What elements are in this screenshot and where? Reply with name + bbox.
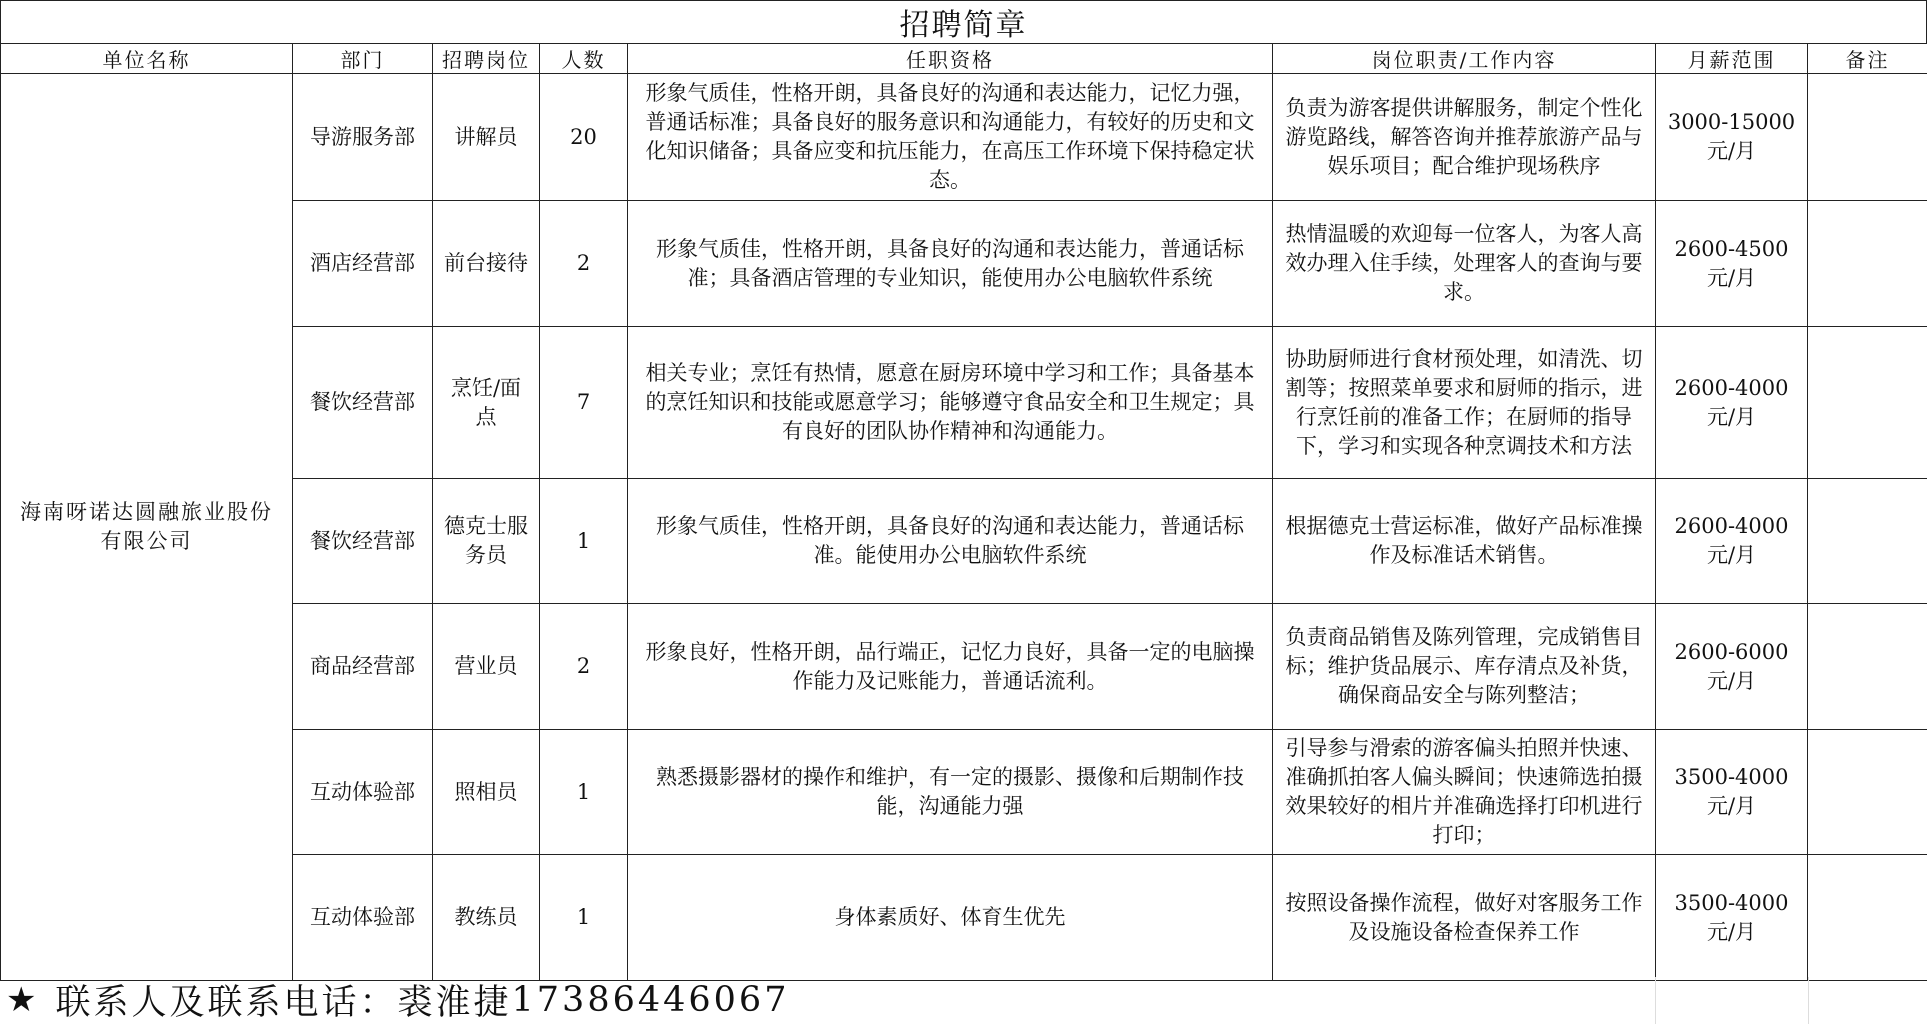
- qualification-cell: 身体素质好、体育生优先: [628, 855, 1273, 981]
- page-title: 招聘简章: [0, 0, 1927, 44]
- contact-label: 联系人及联系电话：: [55, 975, 397, 1025]
- duty-cell: 负责商品销售及陈列管理，完成销售目标；维护货品展示、库存清点及补货，确保商品安全与陈列整洁；: [1273, 604, 1656, 730]
- position-cell: 烹饪/面点: [433, 327, 540, 479]
- salary-cell: 2600-4000元/月: [1656, 479, 1808, 604]
- header-duty: 岗位职责/工作内容: [1273, 44, 1656, 74]
- position-cell: 德克士服务员: [433, 479, 540, 604]
- salary-cell: 3500-4000元/月: [1656, 855, 1808, 981]
- duty-cell: 根据德克士营运标准，做好产品标准操作及标准话术销售。: [1273, 479, 1656, 604]
- position-cell: 照相员: [433, 730, 540, 855]
- position-cell: 营业员: [433, 604, 540, 730]
- header-company: 单位名称: [1, 44, 293, 74]
- note-cell: [1808, 479, 1927, 604]
- dept-cell: 商品经营部: [293, 604, 433, 730]
- position-cell: 教练员: [433, 855, 540, 981]
- footer-divider: [1808, 977, 1809, 1024]
- qualification-cell: 形象气质佳，性格开朗，具备良好的沟通和表达能力，普通话标准；具备酒店管理的专业知识，能使用办公电脑软件系统: [628, 201, 1273, 327]
- contact-phone: 17386446067: [512, 980, 790, 1020]
- qualification-cell: 相关专业；烹饪有热情，愿意在厨房环境中学习和工作；具备基本的烹饪知识和技能或愿意学习；能够遵守食品安全和卫生规定；具有良好的团队协作精神和沟通能力。: [628, 327, 1273, 479]
- header-position: 招聘岗位: [433, 44, 540, 74]
- dept-cell: 互动体验部: [293, 730, 433, 855]
- star-icon: ★: [6, 980, 39, 1020]
- duty-cell: 协助厨师进行食材预处理，如清洗、切割等；按照菜单要求和厨师的指示，进行烹饪前的准备工作；在厨师的指导下，学习和实现各种烹调技术和方法: [1273, 327, 1656, 479]
- qualification-cell: 形象气质佳，性格开朗，具备良好的沟通和表达能力，普通话标准。能使用办公电脑软件系统: [628, 479, 1273, 604]
- header-note: 备注: [1808, 44, 1927, 74]
- recruitment-table: [0, 43, 1927, 981]
- dept-cell: 餐饮经营部: [293, 479, 433, 604]
- dept-cell: 导游服务部: [293, 74, 433, 201]
- salary-cell: 2600-4000元/月: [1656, 327, 1808, 479]
- salary-cell: 2600-6000元/月: [1656, 604, 1808, 730]
- duty-cell: 负责为游客提供讲解服务，制定个性化游览路线，解答咨询并推荐旅游产品与娱乐项目；配合维护现场秩序: [1273, 74, 1656, 201]
- table-row: [1, 74, 1927, 201]
- count-cell: 20: [540, 74, 628, 201]
- contact-line: [6, 977, 789, 1023]
- note-cell: [1808, 604, 1927, 730]
- count-cell: 7: [540, 327, 628, 479]
- count-cell: 1: [540, 479, 628, 604]
- count-cell: 2: [540, 604, 628, 730]
- count-cell: 1: [540, 730, 628, 855]
- header-count: 人数: [540, 44, 628, 74]
- dept-cell: 酒店经营部: [293, 201, 433, 327]
- header-dept: 部门: [293, 44, 433, 74]
- duty-cell: 热情温暖的欢迎每一位客人，为客人高效办理入住手续，处理客人的查询与要求。: [1273, 201, 1656, 327]
- header-row: [1, 44, 1927, 74]
- position-cell: 前台接待: [433, 201, 540, 327]
- qualification-cell: 形象气质佳，性格开朗，具备良好的沟通和表达能力，记忆力强，普通话标准；具备良好的服务意识和沟通能力，有较好的历史和文化知识储备；具备应变和抗压能力，在高压工作环境下保持稳定状态。: [628, 74, 1273, 201]
- contact-name: 裘淮捷: [398, 975, 512, 1025]
- duty-cell: 按照设备操作流程，做好对客服务工作及设施设备检查保养工作: [1273, 855, 1656, 981]
- dept-cell: 互动体验部: [293, 855, 433, 981]
- note-cell: [1808, 730, 1927, 855]
- note-cell: [1808, 855, 1927, 981]
- salary-cell: 3000-15000元/月: [1656, 74, 1808, 201]
- note-cell: [1808, 74, 1927, 201]
- header-salary: 月薪范围: [1656, 44, 1808, 74]
- header-qualification: 任职资格: [628, 44, 1273, 74]
- count-cell: 1: [540, 855, 628, 981]
- count-cell: 2: [540, 201, 628, 327]
- salary-cell: 3500-4000元/月: [1656, 730, 1808, 855]
- note-cell: [1808, 327, 1927, 479]
- company-name: 海南呀诺达圆融旅业股份有限公司: [1, 74, 293, 981]
- dept-cell: 餐饮经营部: [293, 327, 433, 479]
- duty-cell: 引导参与滑索的游客偏头拍照并快速、准确抓拍客人偏头瞬间；快速筛选拍摄效果较好的相片并准确选择打印机进行打印；: [1273, 730, 1656, 855]
- qualification-cell: 形象良好，性格开朗，品行端正，记忆力良好，具备一定的电脑操作能力及记账能力，普通话流利。: [628, 604, 1273, 730]
- salary-cell: 2600-4500元/月: [1656, 201, 1808, 327]
- qualification-cell: 熟悉摄影器材的操作和维护，有一定的摄影、摄像和后期制作技能，沟通能力强: [628, 730, 1273, 855]
- footer-faint-gridlines: [1655, 977, 1927, 1024]
- position-cell: 讲解员: [433, 74, 540, 201]
- note-cell: [1808, 201, 1927, 327]
